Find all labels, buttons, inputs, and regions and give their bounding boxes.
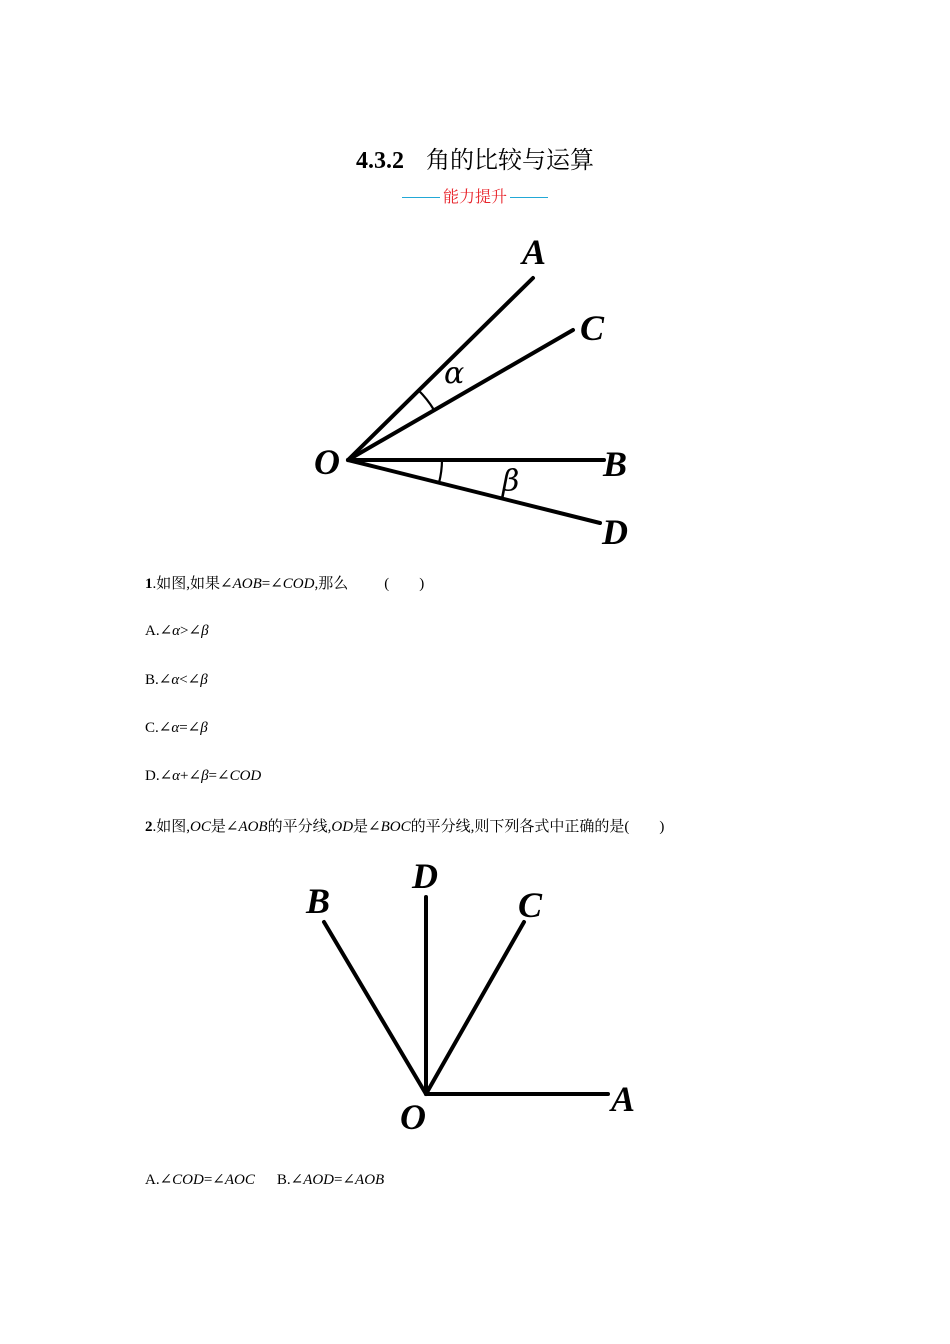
subtitle-rule-right [510, 197, 548, 198]
label-a: A [611, 1079, 636, 1119]
question-1-stem: 1.如图,如果∠AOB=∠COD,那么 ( ) [145, 576, 425, 592]
q2-option-b: B.∠AOD=∠AOB [276, 1172, 385, 1188]
label-b: B [603, 444, 628, 484]
subtitle-label: 能力提升 [442, 187, 507, 206]
q1-option-b: B.∠α<∠β [145, 672, 208, 688]
q1-option-d: D.∠α+∠β=∠COD [145, 768, 262, 784]
figure-2-bisectors [300, 850, 660, 1140]
label-a: A [522, 232, 547, 272]
q1-option-a: A.∠α>∠β [145, 623, 209, 639]
label-c: C [518, 885, 543, 925]
label-c: C [580, 308, 605, 348]
q2-options-row [145, 1170, 384, 1189]
ray-od [348, 460, 600, 523]
q2-option-a: A.∠COD=∠AOC [145, 1172, 255, 1188]
answer-bracket: ( ) [624, 819, 665, 835]
label-d: D [412, 856, 438, 896]
label-o: O [400, 1097, 426, 1137]
label-o: O [314, 442, 340, 482]
question-2-stem: 2.如图,OC是∠AOB的平分线,OD是∠BOC的平分线,则下列各式中正确的是( ) [145, 819, 665, 835]
q1-option-c: C.∠α=∠β [145, 720, 208, 736]
label-alpha: α [444, 356, 465, 391]
section-title: 角的比较与运算 [426, 146, 594, 174]
ray-ob [324, 922, 426, 1094]
section-number: 4.3.2 [356, 148, 404, 174]
label-beta: β [502, 464, 520, 499]
label-d: D [602, 512, 628, 552]
arc-beta [439, 460, 442, 483]
answer-bracket: ( ) [384, 576, 425, 592]
arc-alpha [419, 391, 434, 410]
page-title [0, 140, 950, 175]
label-b: B [306, 881, 331, 921]
figure-1-angles [300, 225, 660, 555]
ray-oc [426, 922, 524, 1094]
section-subtitle [0, 184, 950, 207]
subtitle-rule-left [402, 197, 440, 198]
